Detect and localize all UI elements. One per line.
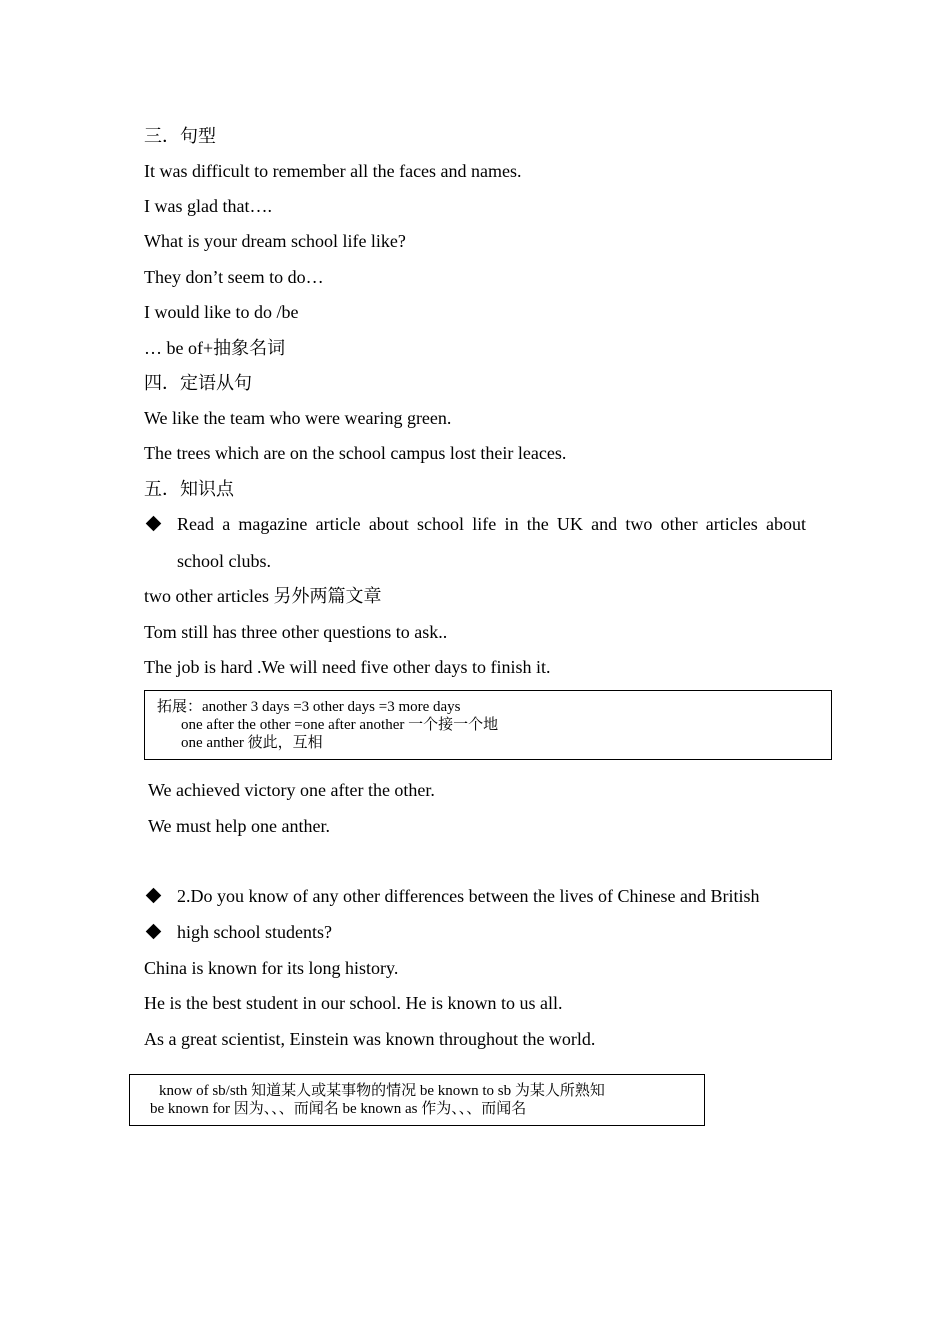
text-line: It was difficult to remember all the faces and names. bbox=[144, 161, 522, 181]
text-line: I would like to do /be bbox=[144, 302, 299, 322]
section-heading-sentence-patterns: 三．句型 bbox=[144, 126, 216, 146]
text-line: They don’t seem to do… bbox=[144, 267, 324, 287]
diamond-bullet-icon bbox=[146, 924, 162, 940]
note-line: one anther 彼此，互相 bbox=[181, 735, 323, 751]
note-line: one after the other =one after another 一个接一个地 bbox=[181, 717, 499, 733]
section-heading-knowledge-points: 五．知识点 bbox=[144, 479, 234, 499]
note-line: be known for 因为、、、而闻名 be known as 作为、、、而闻名 bbox=[150, 1101, 527, 1117]
diamond-bullet-icon bbox=[146, 888, 162, 904]
text-line: He is the best student in our school. He is known to us all. bbox=[144, 993, 563, 1013]
text-line: China is known for its long history. bbox=[144, 958, 399, 978]
text-line: We achieved victory one after the other. bbox=[148, 780, 435, 800]
bullet-text-continuation: school clubs. bbox=[177, 551, 271, 571]
diamond-bullet-icon bbox=[146, 516, 162, 532]
text-line: We must help one anther. bbox=[148, 816, 331, 836]
text-line: We like the team who were wearing green. bbox=[144, 408, 452, 428]
section-heading-attributive-clause: 四．定语从句 bbox=[144, 373, 252, 393]
text-line: I was glad that…. bbox=[144, 196, 272, 216]
bullet-text: 2.Do you know of any other differences between the lives of Chinese and British bbox=[177, 886, 760, 906]
known-phrases-box bbox=[129, 1074, 705, 1126]
text-line: Tom still has three other questions to ask.. bbox=[144, 622, 448, 642]
bullet-text: high school students? bbox=[177, 922, 332, 942]
text-line: What is your dream school life like? bbox=[144, 231, 406, 251]
text-line: As a great scientist, Einstein was known throughout the world. bbox=[144, 1029, 596, 1049]
note-line: 拓展：another 3 days =3 other days =3 more days bbox=[157, 699, 461, 715]
note-line: know of sb/sth 知道某人或某事物的情况 be known to sb 为某人所熟知 bbox=[159, 1083, 605, 1099]
bullet-text: Read a magazine article about school life in the UK and two other articles about bbox=[177, 514, 806, 534]
text-line: The trees which are on the school campus lost their leaces. bbox=[144, 443, 567, 463]
text-line: two other articles 另外两篇文章 bbox=[144, 586, 382, 606]
text-line: … be of+抽象名词 bbox=[144, 338, 286, 358]
extension-note-box bbox=[144, 690, 832, 760]
text-line: The job is hard .We will need five other days to finish it. bbox=[144, 657, 551, 677]
